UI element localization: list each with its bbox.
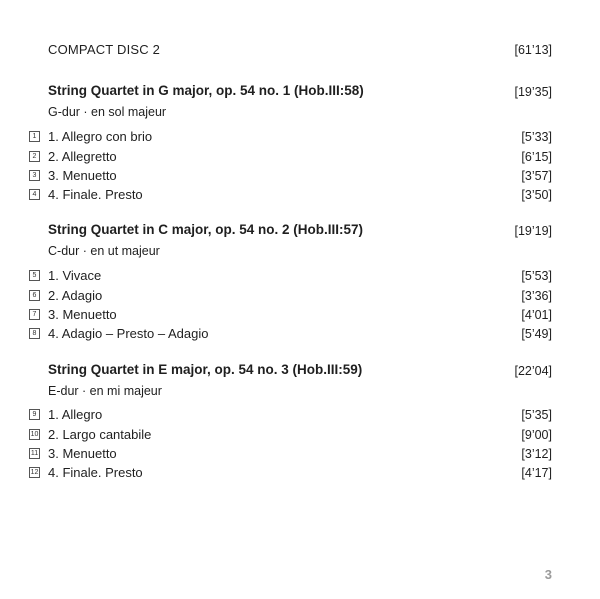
movement-title: 2. Largo cantabile [48, 427, 152, 442]
track-number: 3 [29, 170, 40, 181]
movement-duration: [5’49] [521, 327, 552, 341]
movement-duration: [9’00] [521, 428, 552, 442]
track-number: 5 [29, 270, 40, 281]
movement-duration: [4’01] [521, 308, 552, 322]
movement-duration: [3’57] [521, 169, 552, 183]
movement-duration: [4’17] [521, 466, 552, 480]
track-number: 4 [29, 189, 40, 200]
track-number: 11 [30, 450, 39, 457]
track-number: 10 [30, 431, 39, 438]
work-title: String Quartet in G major, op. 54 no. 1 (Hob.III:58) [48, 83, 364, 98]
movement-title: 3. Menuetto [48, 168, 117, 183]
movement-title: 3. Menuetto [48, 307, 117, 322]
work-duration: [19’35] [514, 85, 552, 99]
movement-duration: [3’36] [521, 289, 552, 303]
track-number: 6 [29, 290, 40, 301]
page-number: 3 [544, 567, 552, 582]
track-number: 7 [29, 309, 40, 320]
movement-title: 1. Allegro [48, 407, 103, 422]
work-duration: [22’04] [514, 364, 552, 378]
work-keys: E-dur · en mi majeur [48, 384, 162, 398]
movement-title: 4. Adagio – Presto – Adagio [48, 326, 209, 341]
track-number: 8 [29, 328, 40, 339]
work-duration: [19’19] [514, 224, 552, 238]
movement-duration: [6’15] [521, 150, 552, 164]
movement-duration: [3’50] [521, 188, 552, 202]
work-keys: G-dur · en sol majeur [48, 105, 167, 119]
movement-duration: [3’12] [521, 447, 552, 461]
movement-duration: [5’35] [521, 408, 552, 422]
movement-title: 4. Finale. Presto [48, 187, 143, 202]
movement-title: 1. Vivace [48, 268, 102, 283]
disc-title: COMPACT DISC 2 [48, 42, 161, 57]
movement-title: 2. Allegretto [48, 149, 117, 164]
movement-duration: [5’53] [521, 269, 552, 283]
movement-title: 2. Adagio [48, 288, 103, 303]
track-number: 2 [29, 151, 40, 162]
movement-title: 3. Menuetto [48, 446, 117, 461]
track-number: 9 [29, 409, 40, 420]
movement-title: 4. Finale. Presto [48, 465, 143, 480]
disc-duration: [61’13] [514, 43, 552, 57]
movement-title: 1. Allegro con brio [48, 129, 153, 144]
track-number: 1 [29, 131, 40, 142]
track-number: 12 [30, 469, 39, 476]
movement-duration: [5’33] [521, 130, 552, 144]
work-title: String Quartet in E major, op. 54 no. 3 (Hob.III:59) [48, 362, 363, 377]
work-keys: C-dur · en ut majeur [48, 244, 160, 258]
work-title: String Quartet in C major, op. 54 no. 2 (Hob.III:57) [48, 222, 364, 237]
